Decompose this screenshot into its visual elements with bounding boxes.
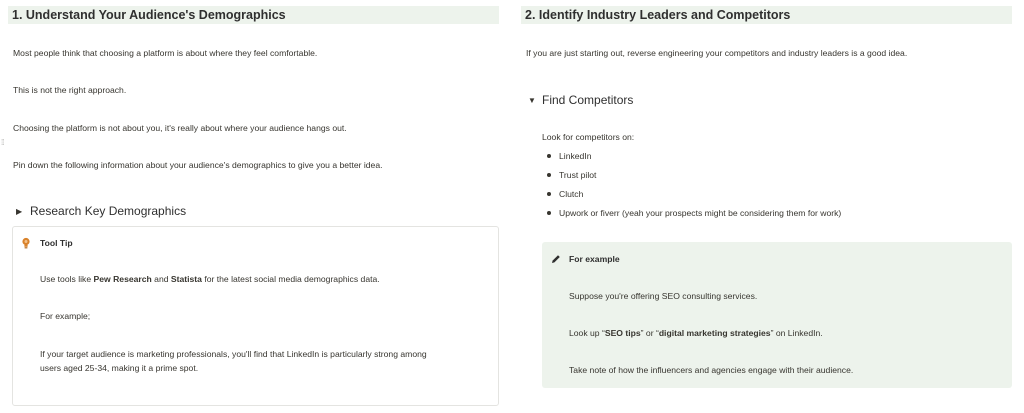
text: Look up “ [569, 328, 605, 338]
callout-line: users aged 25-34, making it a prime spot. [40, 363, 199, 373]
paragraph: Most people think that choosing a platform is about where they feel comfortable. [13, 48, 318, 58]
callout-line: For example; [40, 311, 91, 321]
triangle-right-icon[interactable]: ▶ [16, 206, 23, 216]
toggle-research-key-demographics[interactable] [16, 204, 186, 218]
paragraph: Pin down the following information about your audience's demographics to give you a better idea. [13, 160, 383, 170]
callout-tool-tip [12, 226, 499, 406]
list-intro: Look for competitors on: [542, 132, 635, 142]
triangle-down-icon[interactable]: ▼ [528, 95, 536, 105]
text: ” or “ [640, 328, 659, 338]
list-item: Upwork or fiverr (yeah your prospects might be considering them for work) [545, 208, 841, 227]
drag-handle-icon[interactable]: ⁞⁞ [1, 138, 4, 147]
callout-for-example [542, 242, 1012, 388]
text: ” on LinkedIn. [770, 328, 823, 338]
bold-text: Pew Research [93, 274, 152, 284]
callout-line [569, 328, 823, 338]
section-heading: 2. Identify Industry Leaders and Competitors [521, 6, 1012, 24]
callout-header [551, 254, 620, 264]
bold-text: SEO tips [604, 328, 641, 338]
toggle-find-competitors[interactable] [528, 93, 633, 107]
text: Use tools like [40, 274, 94, 284]
callout-line: Suppose you're offering SEO consulting services. [569, 291, 758, 301]
callout-line: If your target audience is marketing professionals, you'll find that LinkedIn is particularly strong among [40, 349, 427, 359]
callout-line [40, 274, 380, 284]
paragraph: If you are just starting out, reverse engineering your competitors and industry leaders is a good idea. [526, 48, 908, 58]
callout-title: Tool Tip [40, 238, 73, 248]
callout-header [21, 237, 73, 249]
competitor-list [545, 151, 841, 227]
paragraph: This is not the right approach. [13, 85, 127, 95]
toggle-label: Find Competitors [542, 93, 634, 107]
text: for the latest social media demographics data. [201, 274, 380, 284]
lightbulb-icon [21, 237, 31, 249]
list-item: Trust pilot [545, 170, 841, 189]
text: and [151, 274, 171, 284]
toggle-label: Research Key Demographics [30, 204, 187, 218]
list-item: Clutch [545, 189, 841, 208]
callout-title: For example [569, 254, 620, 264]
section-heading: 1. Understand Your Audience's Demographics [8, 6, 499, 24]
right-column [521, 6, 1012, 24]
pencil-icon [551, 254, 561, 264]
bold-text: Statista [170, 274, 202, 284]
callout-line: Take note of how the influencers and agencies engage with their audience. [569, 365, 854, 375]
bold-text: digital marketing strategies [658, 328, 771, 338]
paragraph: Choosing the platform is not about you, it's really about where your audience hangs out. [13, 123, 347, 133]
list-item: LinkedIn [545, 151, 841, 170]
left-column [8, 6, 499, 24]
